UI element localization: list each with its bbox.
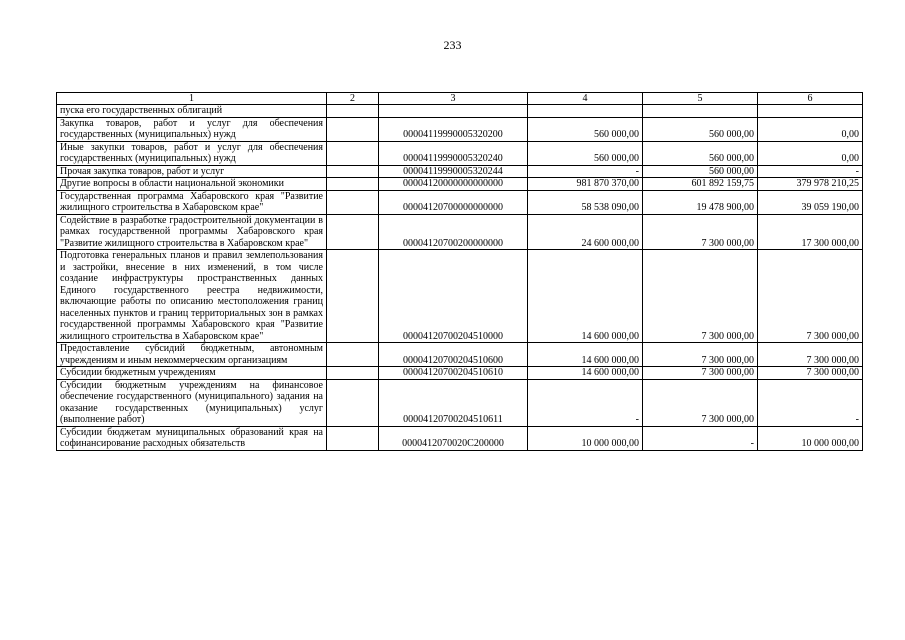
- row-value-col4: 14 600 000,00: [528, 343, 643, 367]
- row-name-cell: Содействие в разработке градостроительной документации в рамках государственной программы Хабаровского края "Развитие жилищного строительства в Хабаровском крае": [57, 214, 327, 250]
- row-value-col6: 17 300 000,00: [758, 214, 863, 250]
- row-value-col6: 0,00: [758, 141, 863, 165]
- row-code-cell: 00004120000000000000: [379, 178, 528, 191]
- row-value-col5: 560 000,00: [643, 141, 758, 165]
- table-header-row: [57, 93, 863, 105]
- row-value-col5: -: [643, 426, 758, 450]
- row-value-col4: 560 000,00: [528, 117, 643, 141]
- table-row: [57, 190, 863, 214]
- header-cell-4: 4: [528, 93, 643, 105]
- row-name-cell: Субсидии бюджетам муниципальных образований края на софинансирование расходных обязательств: [57, 426, 327, 450]
- row-value-col4: -: [528, 379, 643, 426]
- row-value-col4: -: [528, 165, 643, 178]
- row-value-col4: 24 600 000,00: [528, 214, 643, 250]
- row-value-col4: 981 870 370,00: [528, 178, 643, 191]
- table-row: [57, 214, 863, 250]
- row-code-cell: 00004120700204510600: [379, 343, 528, 367]
- row-value-col5: 560 000,00: [643, 165, 758, 178]
- table-row: [57, 379, 863, 426]
- row-col2-cell: [327, 165, 379, 178]
- row-col2-cell: [327, 367, 379, 380]
- row-name-cell: Предоставление субсидий бюджетным, автономным учреждениям и иным некоммерческим организациям: [57, 343, 327, 367]
- row-name-cell: Подготовка генеральных планов и правил землепользования и застройки, внесение в них изменений, в том числе создание инфраструктуры пространственных данных Единого государственного реестра недвижимости, включающие работы по описанию местоположения границ населенных пунктов и границ территориальных зон в рамках государственной программы Хабаровского края "Развитие жилищного строительства в Хабаровском крае": [57, 250, 327, 343]
- row-value-col6: 7 300 000,00: [758, 343, 863, 367]
- row-code-cell: 00004119990005320244: [379, 165, 528, 178]
- table-row: [57, 367, 863, 380]
- row-col2-cell: [327, 343, 379, 367]
- row-col2-cell: [327, 178, 379, 191]
- row-col2-cell: [327, 117, 379, 141]
- row-value-col6: 39 059 190,00: [758, 190, 863, 214]
- row-value-col5: 19 478 900,00: [643, 190, 758, 214]
- table-row: [57, 165, 863, 178]
- row-value-col5: 7 300 000,00: [643, 250, 758, 343]
- row-value-col6: [758, 105, 863, 118]
- row-col2-cell: [327, 250, 379, 343]
- table-row: [57, 117, 863, 141]
- row-value-col6: 7 300 000,00: [758, 367, 863, 380]
- row-name-cell: пуска его государственных облигаций: [57, 105, 327, 118]
- table-row: [57, 250, 863, 343]
- row-code-cell: 00004119990005320200: [379, 117, 528, 141]
- row-col2-cell: [327, 190, 379, 214]
- row-value-col6: -: [758, 165, 863, 178]
- row-value-col5: 7 300 000,00: [643, 214, 758, 250]
- row-name-cell: Государственная программа Хабаровского края "Развитие жилищного строительства в Хабаровском крае": [57, 190, 327, 214]
- row-name-cell: Прочая закупка товаров, работ и услуг: [57, 165, 327, 178]
- header-cell-2: 2: [327, 93, 379, 105]
- row-value-col6: 7 300 000,00: [758, 250, 863, 343]
- row-value-col5: 7 300 000,00: [643, 379, 758, 426]
- row-col2-cell: [327, 379, 379, 426]
- row-value-col4: 14 600 000,00: [528, 367, 643, 380]
- row-code-cell: 00004120700204510000: [379, 250, 528, 343]
- header-cell-5: 5: [643, 93, 758, 105]
- row-code-cell: [379, 105, 528, 118]
- table-row: [57, 426, 863, 450]
- row-value-col4: 560 000,00: [528, 141, 643, 165]
- row-value-col6: 379 978 210,25: [758, 178, 863, 191]
- header-cell-3: 3: [379, 93, 528, 105]
- header-cell-1: 1: [57, 93, 327, 105]
- row-code-cell: 00004120700204510611: [379, 379, 528, 426]
- row-code-cell: 0000412070020С200000: [379, 426, 528, 450]
- row-value-col6: -: [758, 379, 863, 426]
- row-code-cell: 00004119990005320240: [379, 141, 528, 165]
- budget-table: [56, 92, 863, 451]
- row-code-cell: 00004120700200000000: [379, 214, 528, 250]
- row-value-col4: [528, 105, 643, 118]
- table-row: [57, 343, 863, 367]
- page-number: 233: [443, 38, 462, 52]
- row-name-cell: Иные закупки товаров, работ и услуг для обеспечения государственных (муниципальных) нужд: [57, 141, 327, 165]
- row-code-cell: 00004120700204510610: [379, 367, 528, 380]
- row-name-cell: Другие вопросы в области национальной экономики: [57, 178, 327, 191]
- row-name-cell: Закупка товаров, работ и услуг для обеспечения государственных (муниципальных) нужд: [57, 117, 327, 141]
- row-value-col4: 58 538 090,00: [528, 190, 643, 214]
- table-row: [57, 178, 863, 191]
- row-value-col5: 7 300 000,00: [643, 367, 758, 380]
- row-value-col5: 7 300 000,00: [643, 343, 758, 367]
- row-value-col5: [643, 105, 758, 118]
- row-col2-cell: [327, 141, 379, 165]
- row-code-cell: 00004120700000000000: [379, 190, 528, 214]
- row-value-col5: 560 000,00: [643, 117, 758, 141]
- row-col2-cell: [327, 214, 379, 250]
- row-col2-cell: [327, 426, 379, 450]
- row-value-col5: 601 892 159,75: [643, 178, 758, 191]
- table-row: [57, 141, 863, 165]
- row-value-col4: 14 600 000,00: [528, 250, 643, 343]
- row-value-col4: 10 000 000,00: [528, 426, 643, 450]
- header-cell-6: 6: [758, 93, 863, 105]
- row-name-cell: Субсидии бюджетным учреждениям на финансовое обеспечение государственного (муниципального) задания на оказание государственных (муниципальных) услуг (выполнение работ): [57, 379, 327, 426]
- row-col2-cell: [327, 105, 379, 118]
- row-value-col6: 0,00: [758, 117, 863, 141]
- table-row: [57, 105, 863, 118]
- row-name-cell: Субсидии бюджетным учреждениям: [57, 367, 327, 380]
- row-value-col6: 10 000 000,00: [758, 426, 863, 450]
